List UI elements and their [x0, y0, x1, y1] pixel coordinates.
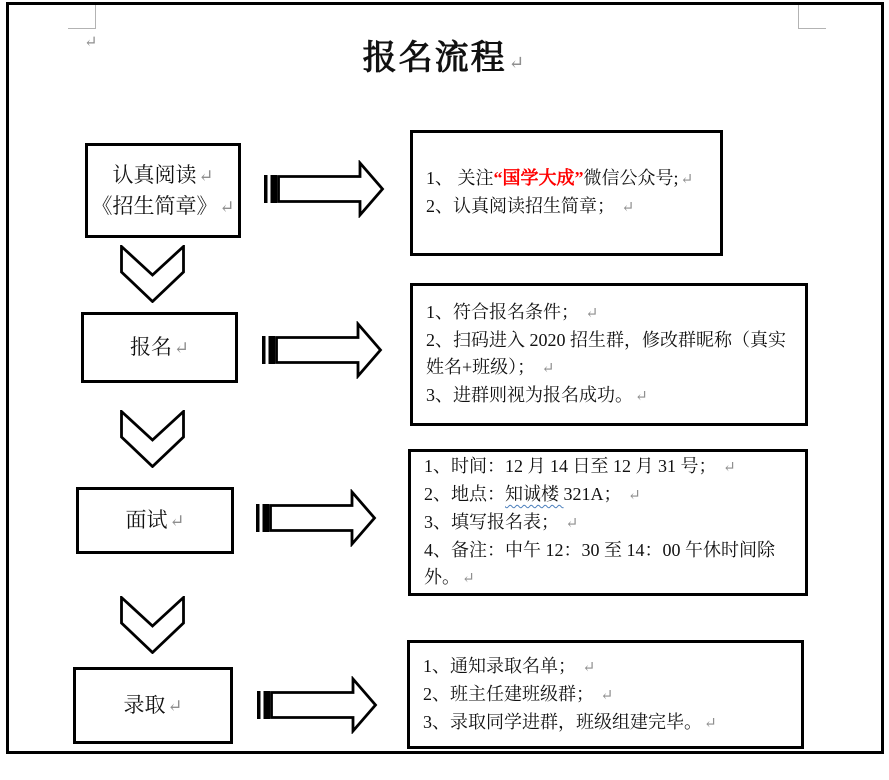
- paragraph-mark-icon: ↵: [167, 696, 183, 716]
- paragraph-mark-icon: ↵: [680, 171, 694, 188]
- margin-crop-mark-top-right: [798, 28, 826, 29]
- chevron-down-shape[interactable]: [120, 596, 185, 654]
- paragraph-mark-icon: ↵: [174, 338, 189, 358]
- striped-right-arrow-shape[interactable]: [255, 489, 377, 547]
- detail-line: 2、扫码进入 2020 招生群，修改群昵称（真实姓名+班级）； ↵: [426, 330, 786, 377]
- flow-step-box-read-brochure[interactable]: [85, 143, 241, 238]
- detail-line: 3、填写报名表； ↵: [424, 512, 579, 532]
- paragraph-mark-icon: ↵: [582, 658, 596, 676]
- detail-line: 4、备注：中午 12：30 至 14：00 午休时间除外。 ↵: [424, 540, 775, 587]
- detail-line: 1、时间：12 月 14 日至 12 月 31 号； ↵: [424, 456, 736, 476]
- flow-step-box-interview[interactable]: [76, 487, 234, 554]
- paragraph-mark-icon: ↵: [723, 459, 736, 476]
- detail-box-register[interactable]: [410, 283, 808, 426]
- paragraph-mark-icon: ↵: [508, 53, 527, 74]
- margin-crop-mark-top-left: [95, 5, 96, 29]
- paragraph-mark-icon: ↵: [84, 34, 98, 51]
- detail-line: 2、认真阅读招生简章； ↵: [426, 196, 635, 216]
- highlight-red-text: “国学大成”: [493, 168, 584, 188]
- detail-box-interview[interactable]: [408, 449, 808, 596]
- paragraph-mark-icon: ↵: [628, 487, 641, 504]
- striped-right-arrow-shape[interactable]: [256, 676, 378, 734]
- spellcheck-underlined-text: 知诚楼: [505, 484, 564, 504]
- flow-step-box-admission[interactable]: [73, 667, 233, 744]
- step-label-line: 录取 ↵: [123, 693, 183, 717]
- chevron-down-shape[interactable]: [120, 410, 185, 468]
- paragraph-mark-icon: ↵: [169, 511, 185, 531]
- paragraph-mark-icon: ↵: [585, 305, 599, 322]
- detail-line: 3、录取同学进群，班级组建完毕。 ↵: [423, 711, 717, 732]
- step-label-line: 面试 ↵: [125, 508, 185, 532]
- paragraph-mark-icon: ↵: [219, 196, 235, 217]
- paragraph-mark-icon: ↵: [565, 515, 579, 532]
- detail-line: 3、进群则视为报名成功。 ↵: [426, 385, 648, 405]
- chevron-down-shape[interactable]: [120, 245, 185, 303]
- striped-right-arrow-shape[interactable]: [261, 321, 383, 379]
- margin-crop-mark-top-right: [798, 5, 799, 29]
- step-label-line: 报名 ↵: [130, 335, 189, 359]
- margin-crop-mark-top-left: [68, 28, 96, 29]
- flow-step-box-register[interactable]: [81, 312, 238, 383]
- detail-line: 1、符合报名条件； ↵: [426, 302, 599, 322]
- paragraph-mark-icon: ↵: [462, 570, 475, 587]
- detail-box-admission[interactable]: [407, 640, 804, 749]
- page-title-text: 报名流程: [362, 40, 507, 77]
- detail-line: 2、地点：知诚楼 321A； ↵: [424, 484, 641, 504]
- striped-right-arrow-shape[interactable]: [263, 160, 385, 218]
- paragraph-mark-icon: ↵: [704, 714, 717, 732]
- detail-line: 1、 关注“国学大成”微信公众号; ↵: [426, 168, 694, 188]
- step-label-line: 《招生简章》 ↵: [91, 193, 235, 218]
- paragraph-mark-icon: ↵: [198, 165, 214, 186]
- paragraph-mark-icon: ↵: [600, 686, 614, 704]
- paragraph-mark-icon: ↵: [541, 360, 555, 377]
- paragraph-mark-icon: ↵: [621, 199, 635, 216]
- detail-box-read-brochure[interactable]: [410, 130, 723, 256]
- detail-line: 1、通知录取名单； ↵: [423, 655, 596, 676]
- page-title[interactable]: [0, 30, 889, 79]
- paragraph-mark-icon: ↵: [635, 388, 648, 405]
- step-label-line: 认真阅读 ↵: [112, 162, 214, 187]
- detail-line: 2、班主任建班级群； ↵: [423, 683, 614, 704]
